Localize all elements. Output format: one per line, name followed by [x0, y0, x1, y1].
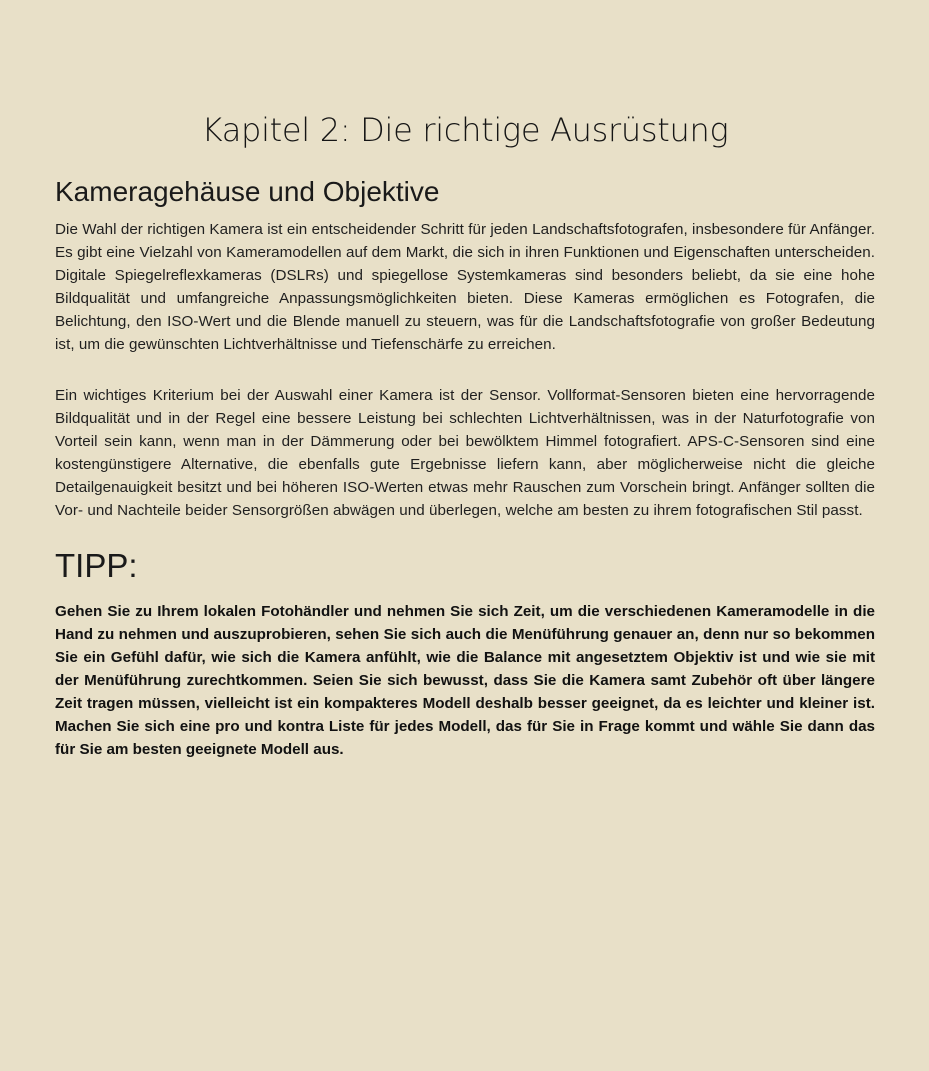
- chapter-title: Kapitel 2: Die richtige Ausrüstung: [201, 111, 729, 149]
- section-heading: Kameragehäuse und Objektive: [55, 176, 440, 207]
- body-paragraph-1: Die Wahl der richtigen Kamera ist ein entscheidender Schritt für jeden Landschaftsfotografen, insbesondere für Anfänger. Es gibt eine Vielzahl von Kameramodellen auf dem Markt, die sich in ihren Funktionen und Eigenschaften unterscheiden. Digitale Spiegelreflexkameras (DSLRs) und spiegellose Systemkameras sind besonders beliebt, da sie eine hohe Bildqualität und umfangreiche Anpassungsmöglichkeiten bieten. Diese Kameras ermöglichen es Fotografen, die Belichtung, den ISO-Wert und die Blende manuell zu steuern, was für die Landschaftsfotografie von großer Bedeutung ist, um die gewünschten Lichtverhältnisse und Tiefenschärfe zu erreichen.: [55, 221, 875, 353]
- body-paragraph-2: Ein wichtiges Kriterium bei der Auswahl einer Kamera ist der Sensor. Vollformat-Sensoren bieten eine hervorragende Bildqualität und in der Regel eine bessere Leistung bei schlechten Lichtverhältnissen, was in der Naturfotografie von Vorteil sein kann, wenn man in der Dämmerung oder bei bewölktem Himmel fotografiert. APS-C-Sensoren sind eine kostengünstigere Alternative, die ebenfalls gute Ergebnisse liefern kann, aber möglicherweise nicht die gleiche Detailgenauigkeit besitzt und bei höheren ISO-Werten etwas mehr Rauschen zum Vorschein bringt. Anfänger sollten die Vor- und Nachteile beider Sensorgrößen abwägen und überlegen, welche am besten zu ihrem fotografischen Stil passt.: [55, 387, 875, 519]
- tip-heading: TIPP:: [55, 547, 138, 584]
- tip-text: Gehen Sie zu Ihrem lokalen Fotohändler und nehmen Sie sich Zeit, um die verschiedenen Kameramodelle in die Hand zu nehmen und auszuprobieren, sehen Sie sich auch die Menüführung genauer an, denn nur so bekommen Sie ein Gefühl dafür, wie sich die Kamera anfühlt, wie die Balance mit angesetztem Objektiv ist und wie sie mit der Menüführung zurechtkommen. Seien Sie sich bewusst, dass Sie die Kamera samt Zubehör oft über längere Zeit tragen müssen, vielleicht ist ein kompakteres Modell deshalb besser geeignet, da es leichter und kleiner ist. Machen Sie sich eine pro und kontra Liste für jedes Modell, das für Sie in Frage kommt und wähle Sie dann das für Sie am besten geeignete Modell aus.: [55, 603, 875, 758]
